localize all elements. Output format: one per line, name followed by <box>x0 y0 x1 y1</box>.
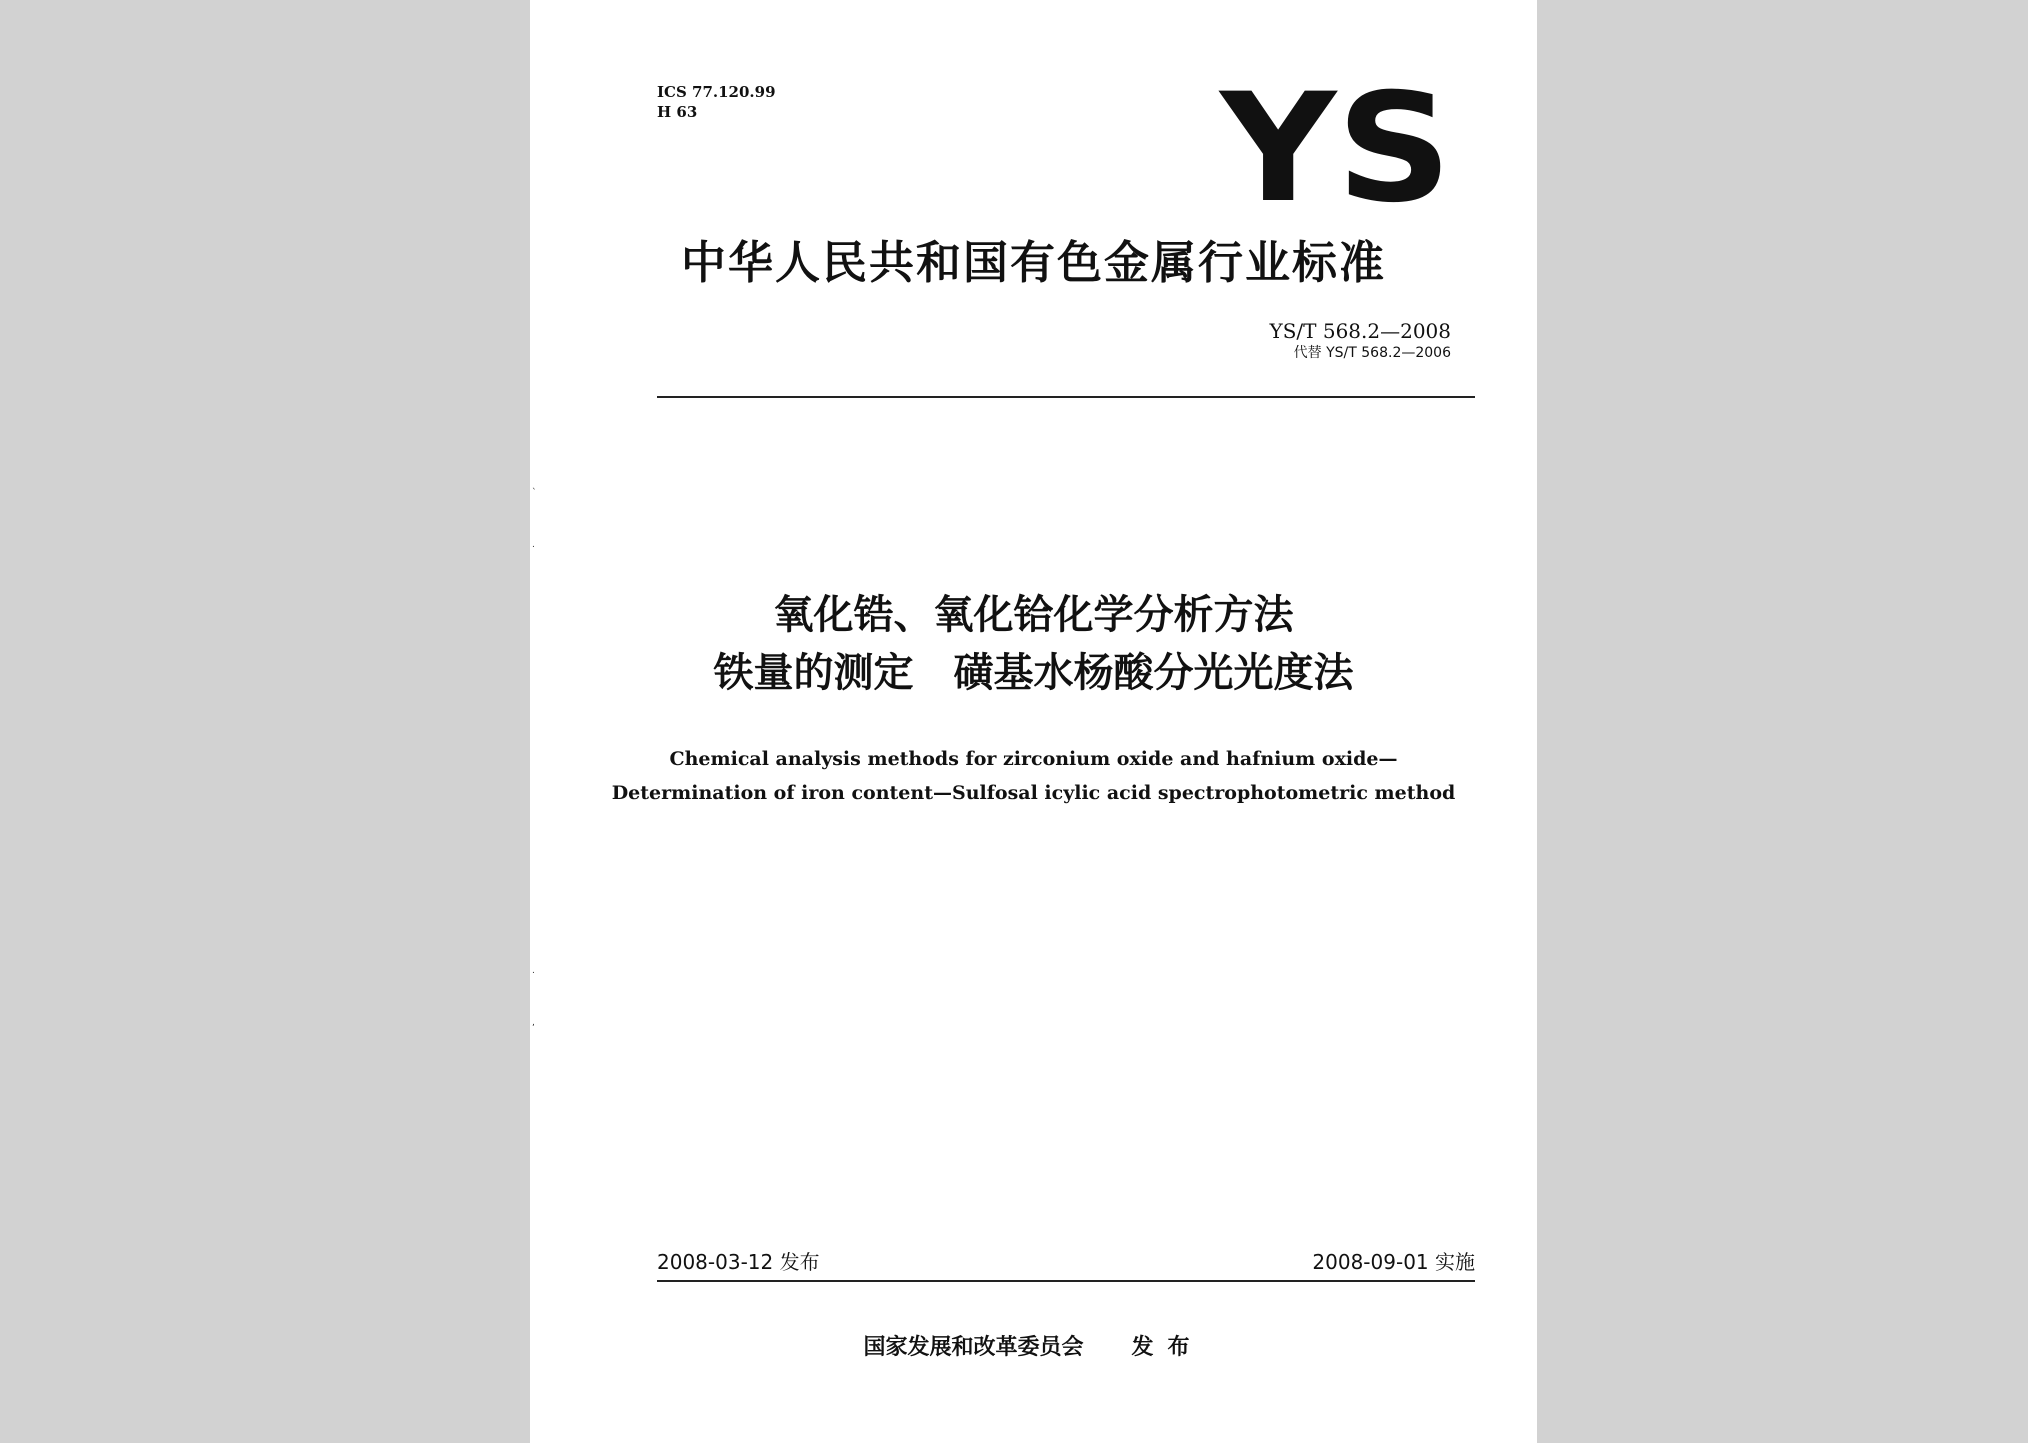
standard-number: YS/T 568.2—2008 <box>1269 319 1451 343</box>
margin-mark: ` <box>532 488 537 498</box>
publication-date: 2008-03-12 发布 <box>657 1250 820 1274</box>
english-title-line-1: Chemical analysis methods for zirconium oxide and hafnium oxide— <box>669 748 1398 770</box>
margin-mark: . <box>532 966 535 976</box>
english-title <box>530 742 1537 810</box>
document-page <box>530 0 1537 1443</box>
margin-mark: , <box>532 1018 535 1028</box>
organization-title: 中华人民共和国有色金属行业标准 <box>680 236 1386 289</box>
chinese-title-line-2: 铁量的测定 磺基水杨酸分光光度法 <box>713 650 1354 696</box>
english-title-line-2: Determination of iron content—Sulfosal icylic acid spectrophotometric method <box>611 782 1456 804</box>
replaced-standard: 代替 YS/T 568.2—2006 <box>1293 345 1451 361</box>
issuer-name: 国家发展和改革委员会 <box>863 1335 1084 1360</box>
standard-number-block <box>1270 318 1452 362</box>
ys-logo <box>1218 84 1454 208</box>
implementation-date: 2008-09-01 实施 <box>1312 1250 1475 1274</box>
header-divider <box>657 396 1475 398</box>
classification-codes <box>657 82 776 122</box>
chinese-title <box>530 586 1537 702</box>
ccs-code: H 63 <box>657 103 698 121</box>
ics-code: ICS 77.120.99 <box>657 83 776 101</box>
margin-mark: . <box>532 540 535 550</box>
issuer <box>530 1330 1537 1361</box>
footer-divider <box>657 1280 1475 1282</box>
chinese-title-line-1: 氧化锆、氧化铪化学分析方法 <box>773 592 1294 638</box>
issuer-verb: 发布 <box>1131 1335 1204 1360</box>
ys-logo-text: YS <box>1218 84 1452 208</box>
